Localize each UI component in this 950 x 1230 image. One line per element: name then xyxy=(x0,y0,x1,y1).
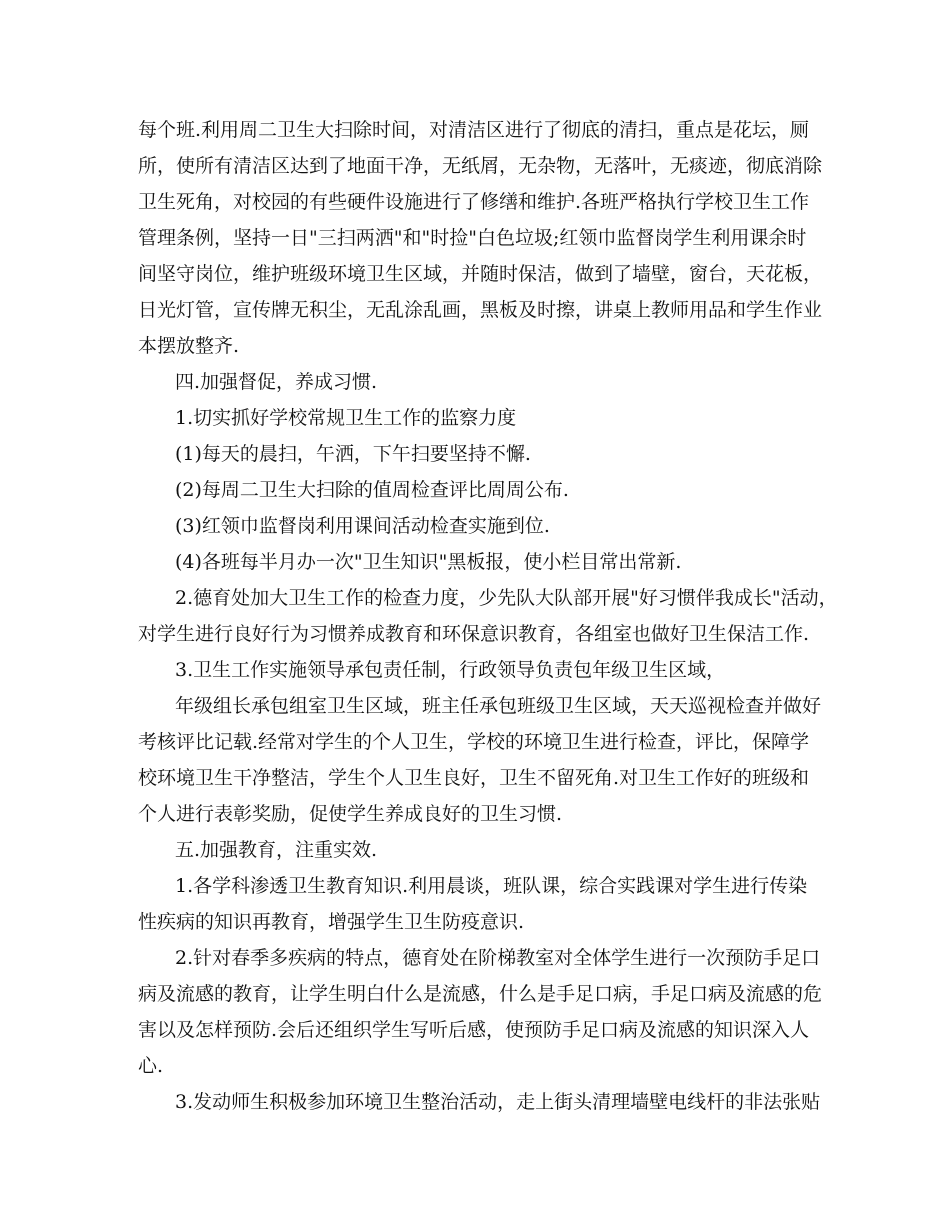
paragraph-line: 病及流感的教育，让学生明白什么是流感，什么是手足口病，手足口病及流感的危 xyxy=(138,983,823,1005)
paragraph-line: 害以及怎样预防.会后还组织学生写听后感，使预防手足口病及流感的知识深入人 xyxy=(138,1019,810,1041)
list-item: (3)红领巾监督岗利用课间活动检查实施到位. xyxy=(175,515,550,537)
paragraph-line: 所，使所有清洁区达到了地面干净，无纸屑，无杂物，无落叶，无痰迹，彻底消除 xyxy=(138,155,823,177)
paragraph-line: 对学生进行良好行为习惯养成教育和环保意识教育，各组室也做好卫生保洁工作. xyxy=(138,623,810,645)
list-item: 2.针对春季多疾病的特点，德育处在阶梯教室对全体学生进行一次预防手足口 xyxy=(175,947,821,969)
list-item: 2.德育处加大卫生工作的检查力度，少先队大队部开展"好习惯伴我成长"活动， xyxy=(175,587,838,609)
paragraph-line: 本摆放整齐. xyxy=(138,335,240,357)
paragraph-line: 日光灯管，宣传牌无积尘，无乱涂乱画，黑板及时擦，讲桌上教师用品和学生作业 xyxy=(138,299,823,321)
paragraph-line: 每个班.利用周二卫生大扫除时间，对清洁区进行了彻底的清扫，重点是花坛，厕 xyxy=(138,119,810,141)
paragraph-line: 个人进行表彰奖励，促使学生养成良好的卫生习惯. xyxy=(138,803,563,825)
list-item: 1.切实抓好学校常规卫生工作的监察力度 xyxy=(175,407,517,429)
section-heading: 四.加强督促，养成习惯. xyxy=(175,371,378,393)
list-item: (4)各班每半月办一次"卫生知识"黑板报，使小栏目常出常新. xyxy=(175,551,682,573)
paragraph-line: 管理条例，坚持一日"三扫两洒"和"时捡"白色垃圾;红领巾监督岗学生利用课余时 xyxy=(138,227,807,249)
list-item: 3.卫生工作实施领导承包责任制，行政领导负责包年级卫生区域， xyxy=(175,659,726,681)
section-heading: 五.加强教育，注重实效. xyxy=(175,839,378,861)
list-item: 1.各学科渗透卫生教育知识.利用晨谈，班队课，综合实践课对学生进行传染 xyxy=(175,875,808,897)
paragraph-line: 考核评比记载.经常对学生的个人卫生，学校的环境卫生进行检查，评比，保障学 xyxy=(138,731,810,753)
paragraph-line: 校环境卫生干净整洁，学生个人卫生良好，卫生不留死角.对卫生工作好的班级和 xyxy=(138,767,810,789)
paragraph-line: 年级组长承包组室卫生区域，班主任承包班级卫生区域，天天巡视检查并做好 xyxy=(175,695,822,717)
list-item: 3.发动师生积极参加环境卫生整治活动，走上街头清理墙壁电线杆的非法张贴 xyxy=(175,1091,821,1113)
paragraph-line: 卫生死角，对校园的有些硬件设施进行了修缮和维护.各班严格执行学校卫生工作 xyxy=(138,191,810,213)
list-item: (1)每天的晨扫，午洒，下午扫要坚持不懈. xyxy=(175,443,531,465)
paragraph-line: 性疾病的知识再教育，增强学生卫生防疫意识. xyxy=(138,911,525,933)
list-item: (2)每周二卫生大扫除的值周检查评比周周公布. xyxy=(175,479,569,501)
paragraph-line: 心. xyxy=(138,1055,164,1077)
paragraph-line: 间坚守岗位，维护班级环境卫生区域，并随时保洁，做到了墙壁，窗台，天花板， xyxy=(138,263,823,285)
